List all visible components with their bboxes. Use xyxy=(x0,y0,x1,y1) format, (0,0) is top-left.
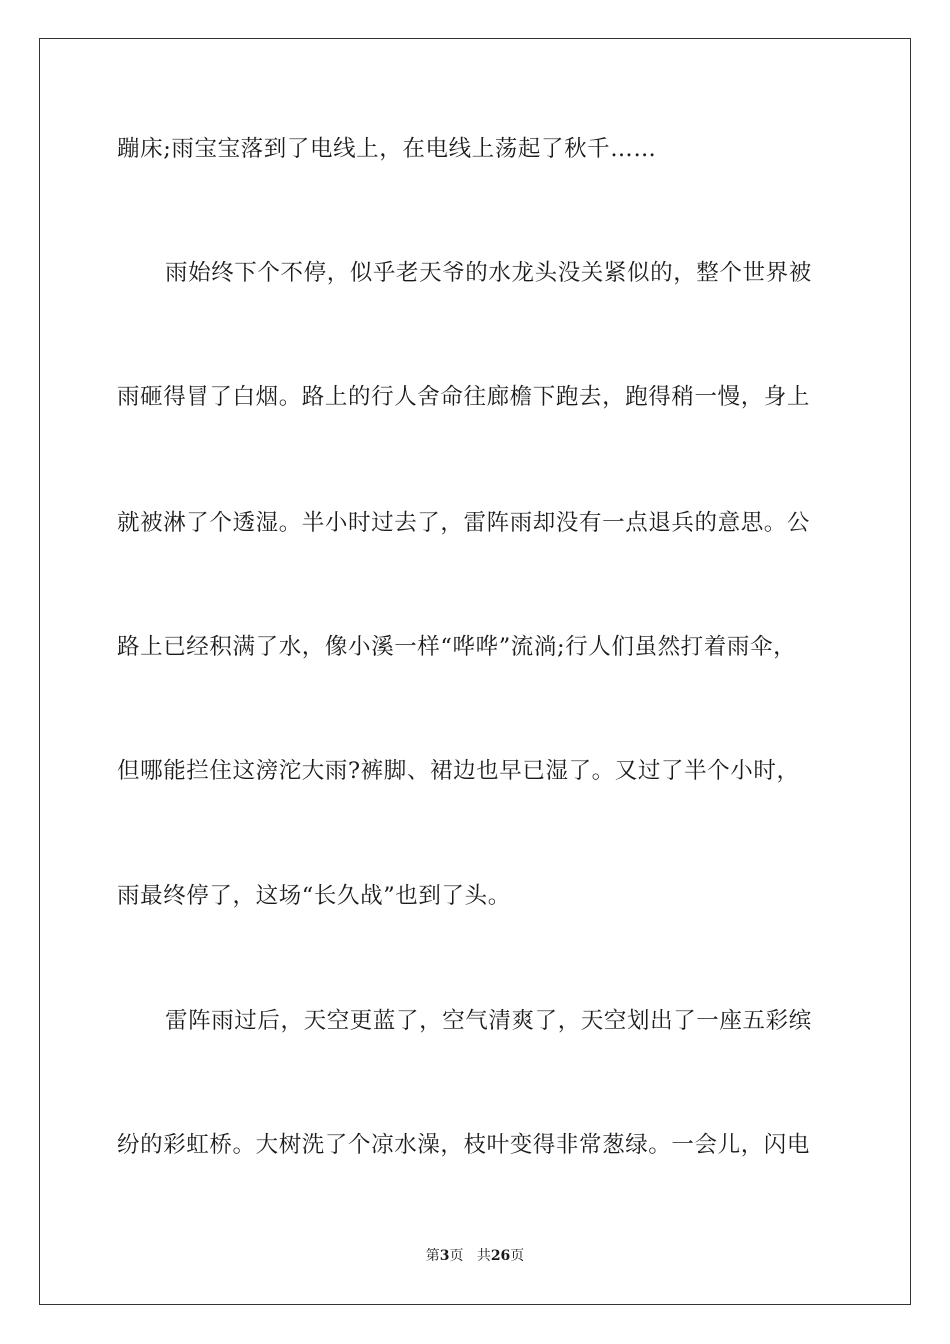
text-line-1: 蹦床;雨宝宝落到了电线上，在电线上荡起了秋千…… xyxy=(117,136,657,162)
page-prefix: 第 xyxy=(425,1248,440,1264)
total-pages: 26 xyxy=(490,1248,511,1264)
text-line-9: 纷的彩虹桥。大树洗了个凉水澡，枝叶变得非常葱绿。一会儿，闪电 xyxy=(117,1132,811,1158)
text-line-3: 雨砸得冒了白烟。路上的行人舍命往廊檐下跑去，跑得稍一慢，身上 xyxy=(117,384,811,410)
page-frame xyxy=(39,38,911,1305)
text-line-2: 雨始终下个不停，似乎老天爷的水龙头没关紧似的，整个世界被 xyxy=(165,260,812,286)
total-suffix: 页 xyxy=(510,1248,525,1264)
page-footer xyxy=(0,1246,950,1266)
text-line-8: 雷阵雨过后，天空更蓝了，空气清爽了，天空划出了一座五彩缤 xyxy=(165,1008,812,1034)
page-number: 3 xyxy=(439,1248,450,1264)
text-line-5: 路上已经积满了水，像小溪一样“哗哗”流淌;行人们虽然打着雨伞， xyxy=(117,634,797,660)
total-prefix: 共 xyxy=(476,1248,491,1264)
text-line-7: 雨最终停了，这场“长久战”也到了头。 xyxy=(117,883,511,909)
text-line-4: 就被淋了个透湿。半小时过去了，雷阵雨却没有一点退兵的意思。公 xyxy=(117,510,811,536)
text-line-6: 但哪能拦住这滂沱大雨?裤脚、裙边也早已湿了。又过了半个小时， xyxy=(117,758,800,784)
page-suffix: 页 xyxy=(449,1248,464,1264)
